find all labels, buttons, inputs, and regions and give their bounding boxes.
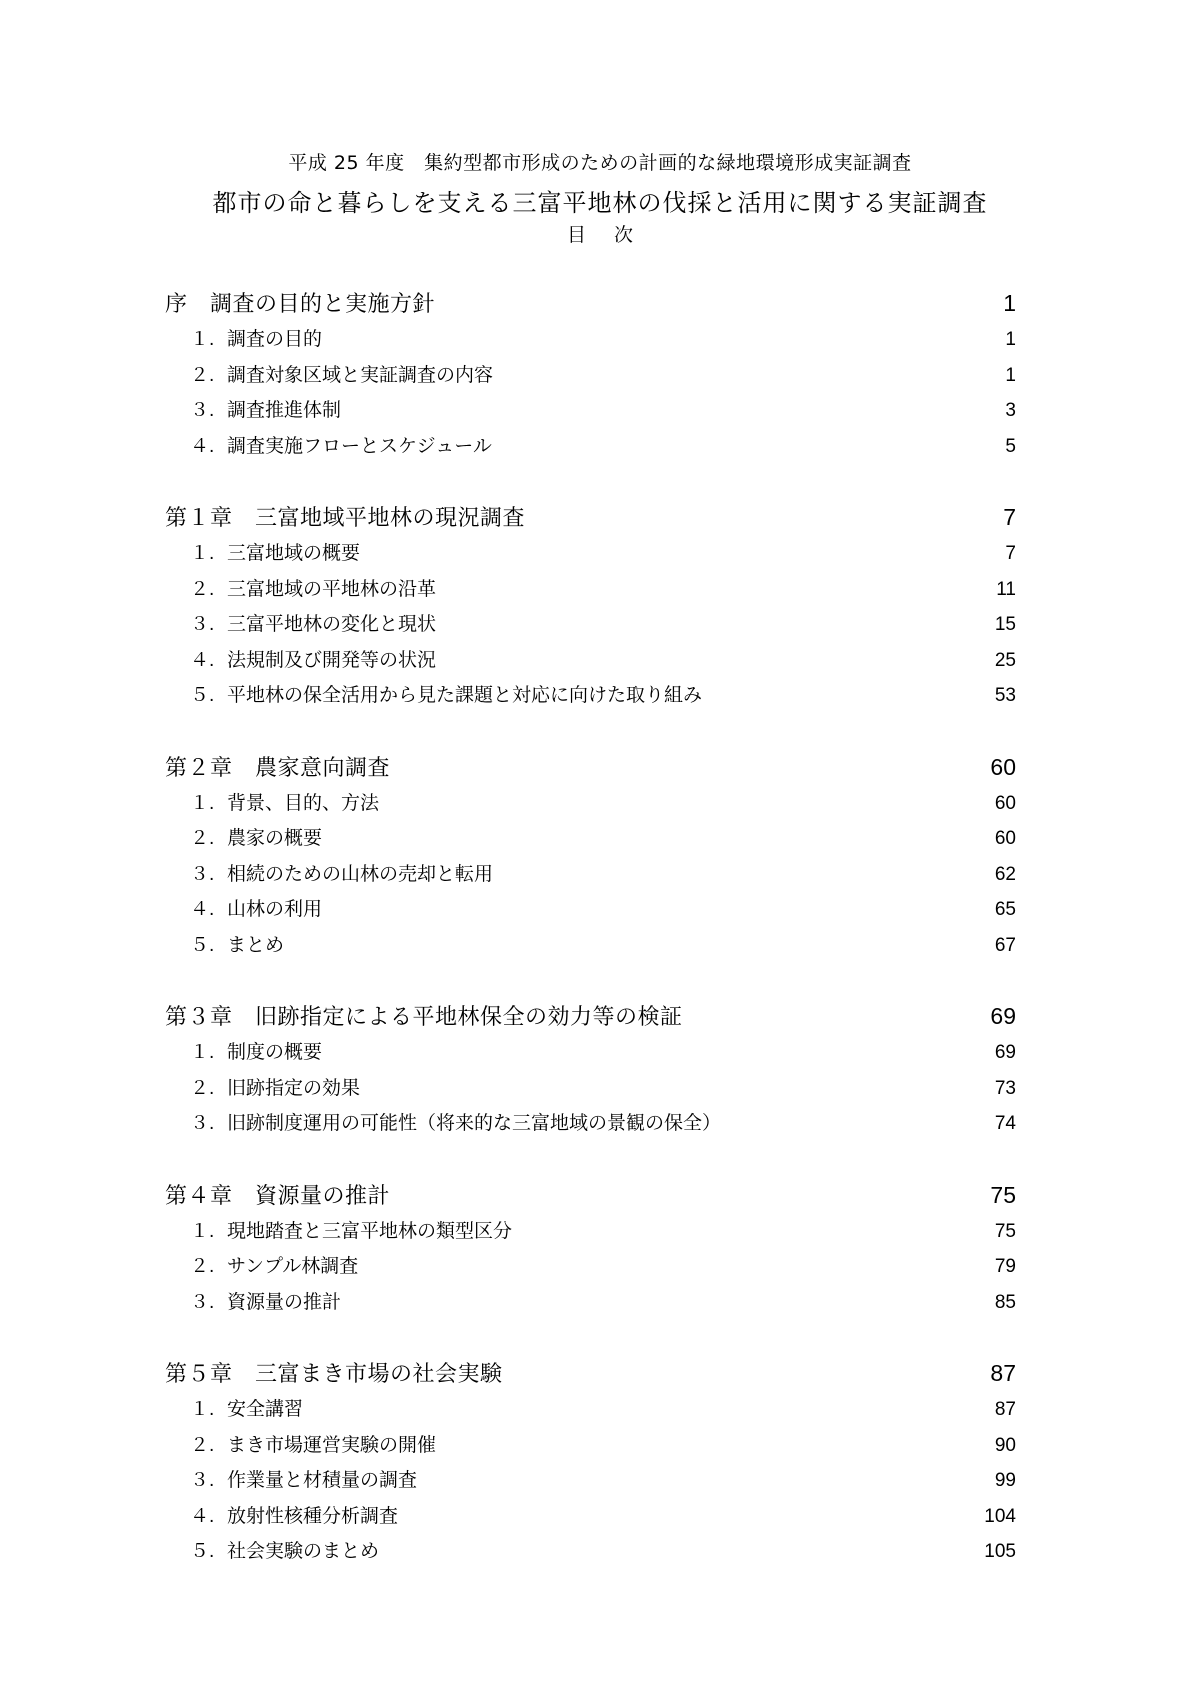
toc-section-heading bbox=[165, 501, 1016, 538]
toc-item-page-number: 65 bbox=[994, 899, 1016, 920]
toc-item bbox=[165, 1251, 1016, 1287]
toc-item-title: 社会実験のまとめ bbox=[227, 1540, 380, 1562]
toc-item-title: 三富地域の平地林の沿革 bbox=[227, 577, 437, 600]
toc-item-label bbox=[190, 1501, 398, 1528]
toc-item bbox=[165, 645, 1016, 681]
toc-item-title: 制度の概要 bbox=[227, 1041, 323, 1063]
toc-item-title: 旧跡制度運用の可能性（将来的な三富地域の景観の保全） bbox=[227, 1112, 722, 1134]
toc-item-number: ２. bbox=[190, 828, 215, 849]
toc-item-title: 農家の概要 bbox=[227, 827, 323, 849]
toc-item-label bbox=[190, 645, 436, 672]
toc-section-heading bbox=[165, 1179, 1016, 1216]
toc-item-label bbox=[190, 324, 322, 351]
toc-item-number: ２. bbox=[190, 364, 215, 386]
document-subtitle: 平成 25 年度 集約型都市形成のための計画的な緑地環境形成実証調査 bbox=[288, 152, 912, 174]
toc-item-number: ３. bbox=[190, 863, 215, 885]
toc-item-page-number: 105 bbox=[984, 1541, 1016, 1562]
toc-item bbox=[165, 395, 1016, 431]
toc-item bbox=[165, 1037, 1016, 1073]
section-title: 第３章 旧跡指定による平地林保全の効力等の検証 bbox=[165, 1005, 683, 1030]
toc-item bbox=[165, 609, 1016, 645]
toc-item bbox=[165, 1430, 1016, 1466]
table-of-contents bbox=[165, 287, 1016, 1572]
toc-item-label bbox=[190, 894, 322, 921]
toc-item-title: 現地踏査と三富平地林の類型区分 bbox=[227, 1219, 513, 1242]
section-page-number: 75 bbox=[990, 1181, 1016, 1208]
toc-item-label bbox=[190, 1536, 379, 1563]
toc-item-number: １. bbox=[190, 329, 215, 350]
toc-item bbox=[165, 1536, 1016, 1572]
document-title: 都市の命と暮らしを支える三富平地林の伐採と活用に関する実証調査 bbox=[212, 189, 988, 217]
toc-item bbox=[165, 859, 1016, 895]
toc-item-title: 旧跡指定の効果 bbox=[227, 1076, 361, 1099]
toc-item-title: 資源量の推計 bbox=[227, 1290, 342, 1313]
toc-item-number: １. bbox=[190, 543, 215, 564]
toc-item-title: 法規制及び開発等の状況 bbox=[227, 648, 437, 671]
toc-item bbox=[165, 1073, 1016, 1109]
toc-item-page-number: 75 bbox=[994, 1220, 1016, 1242]
toc-item-page-number: 60 bbox=[994, 792, 1016, 814]
toc-item-title: 調査実施フローとスケジュール bbox=[227, 434, 492, 457]
toc-item-number: １. bbox=[190, 792, 215, 814]
toc-item-label bbox=[190, 788, 379, 815]
toc-item-label bbox=[190, 1430, 436, 1457]
toc-item-page-number: 3 bbox=[1005, 400, 1016, 421]
toc-item-number: ３. bbox=[190, 1291, 215, 1313]
toc-item-page-number: 74 bbox=[994, 1113, 1016, 1134]
toc-section bbox=[165, 287, 1016, 466]
toc-item-page-number: 60 bbox=[994, 828, 1016, 849]
toc-item-number: １. bbox=[190, 1399, 215, 1420]
toc-item-title: 作業量と材積量の調査 bbox=[227, 1469, 418, 1491]
toc-item-number: ３. bbox=[190, 614, 215, 635]
toc-item-page-number: 7 bbox=[1005, 543, 1016, 564]
toc-item-title: まき市場運営実験の開催 bbox=[227, 1433, 437, 1456]
toc-item bbox=[165, 1465, 1016, 1501]
toc-item-page-number: 90 bbox=[994, 1434, 1016, 1456]
toc-item-label bbox=[190, 1108, 721, 1135]
toc-item bbox=[165, 574, 1016, 610]
toc-item-title: 放射性核種分析調査 bbox=[227, 1504, 399, 1527]
section-title: 第５章 三富まき市場の社会実験 bbox=[165, 1362, 503, 1387]
toc-item bbox=[165, 1394, 1016, 1430]
toc-section bbox=[165, 751, 1016, 966]
toc-item-number: ２. bbox=[190, 1256, 215, 1277]
toc-item-title: 背景、目的、方法 bbox=[227, 791, 380, 814]
toc-item-number: ２. bbox=[190, 578, 215, 600]
section-page-number: 7 bbox=[1003, 504, 1016, 530]
section-page-number: 1 bbox=[1003, 290, 1016, 316]
toc-item-label bbox=[190, 609, 436, 636]
toc-item bbox=[165, 360, 1016, 396]
toc-item-page-number: 25 bbox=[994, 649, 1016, 671]
toc-item-number: ３. bbox=[190, 1113, 215, 1134]
toc-item-page-number: 73 bbox=[994, 1077, 1016, 1099]
toc-item-title: 調査推進体制 bbox=[227, 399, 342, 421]
toc-item-page-number: 79 bbox=[994, 1256, 1016, 1277]
toc-item-label bbox=[190, 1394, 303, 1421]
toc-item-page-number: 62 bbox=[994, 863, 1016, 885]
toc-item-page-number: 11 bbox=[996, 578, 1016, 600]
toc-item bbox=[165, 680, 1016, 716]
toc-section bbox=[165, 1357, 1016, 1572]
toc-item-label bbox=[190, 574, 436, 601]
toc-item-number: ５. bbox=[190, 1541, 215, 1562]
toc-item-number: ３. bbox=[190, 1470, 215, 1491]
toc-item-label bbox=[190, 930, 284, 957]
toc-item-title: 安全講習 bbox=[227, 1398, 304, 1420]
toc-heading: 目次 bbox=[566, 224, 661, 246]
toc-item-page-number: 1 bbox=[1005, 364, 1016, 386]
toc-item bbox=[165, 431, 1016, 467]
toc-section-heading bbox=[165, 751, 1016, 788]
toc-item bbox=[165, 1501, 1016, 1537]
toc-item-number: ２. bbox=[190, 1077, 215, 1099]
toc-item-label bbox=[190, 1216, 512, 1243]
toc-item-page-number: 53 bbox=[994, 685, 1016, 706]
toc-item bbox=[165, 538, 1016, 574]
section-title: 序 調査の目的と実施方針 bbox=[165, 292, 436, 317]
toc-section-heading bbox=[165, 1000, 1016, 1037]
toc-section bbox=[165, 1000, 1016, 1144]
toc-item-title: 調査の目的 bbox=[227, 328, 323, 350]
toc-item-label bbox=[190, 360, 493, 387]
section-title: 第２章 農家意向調査 bbox=[165, 755, 391, 781]
section-title: 第４章 資源量の推計 bbox=[165, 1183, 391, 1209]
toc-item-label bbox=[190, 431, 492, 458]
toc-item-label bbox=[190, 1287, 341, 1314]
toc-item bbox=[165, 894, 1016, 930]
toc-item-title: 調査対象区域と実証調査の内容 bbox=[227, 363, 494, 386]
toc-item-page-number: 87 bbox=[994, 1399, 1016, 1420]
toc-item bbox=[165, 1108, 1016, 1144]
toc-item-page-number: 104 bbox=[984, 1505, 1016, 1527]
toc-item-label bbox=[190, 395, 341, 422]
toc-item-number: ２. bbox=[190, 1434, 215, 1456]
section-page-number: 60 bbox=[990, 753, 1016, 780]
toc-item-label bbox=[190, 1037, 322, 1064]
toc-item-number: ４. bbox=[190, 1505, 215, 1527]
toc-item-label bbox=[190, 538, 360, 565]
toc-item-number: ４. bbox=[190, 649, 215, 671]
toc-item bbox=[165, 788, 1016, 824]
toc-item-title: 山林の利用 bbox=[227, 898, 323, 920]
toc-item bbox=[165, 324, 1016, 360]
section-page-number: 87 bbox=[990, 1360, 1016, 1386]
toc-item-number: １. bbox=[190, 1042, 215, 1063]
toc-item-title: 相続のための山林の売却と転用 bbox=[227, 862, 494, 885]
toc-section bbox=[165, 501, 1016, 716]
toc-item-page-number: 67 bbox=[994, 934, 1016, 956]
toc-item-title: 三富地域の概要 bbox=[227, 542, 361, 564]
toc-item-label bbox=[190, 823, 322, 850]
toc-section-heading bbox=[165, 287, 1016, 324]
toc-section-heading bbox=[165, 1357, 1016, 1394]
toc-item-title: 三富平地林の変化と現状 bbox=[227, 613, 437, 635]
section-title: 第１章 三富地域平地林の現況調査 bbox=[165, 506, 526, 531]
toc-item-number: ３. bbox=[190, 400, 215, 421]
toc-item-label bbox=[190, 1465, 417, 1492]
toc-item-label bbox=[190, 1251, 358, 1278]
toc-item-title: サンプル林調査 bbox=[227, 1255, 359, 1277]
section-page-number: 69 bbox=[990, 1003, 1016, 1029]
toc-section bbox=[165, 1179, 1016, 1323]
toc-item-page-number: 5 bbox=[1005, 435, 1016, 457]
toc-item-page-number: 99 bbox=[994, 1470, 1016, 1491]
toc-item-label bbox=[190, 859, 493, 886]
toc-item-number: ５. bbox=[190, 685, 215, 706]
toc-item bbox=[165, 930, 1016, 966]
toc-item-title: 平地林の保全活用から見た課題と対応に向けた取り組み bbox=[227, 684, 703, 706]
toc-item bbox=[165, 823, 1016, 859]
toc-item-page-number: 15 bbox=[994, 614, 1016, 635]
toc-item bbox=[165, 1287, 1016, 1323]
toc-item-number: ５. bbox=[190, 934, 215, 956]
toc-item-title: まとめ bbox=[227, 933, 285, 956]
toc-item-number: １. bbox=[190, 1220, 215, 1242]
toc-item-number: ４. bbox=[190, 435, 215, 457]
toc-item-page-number: 69 bbox=[994, 1042, 1016, 1063]
toc-item-page-number: 85 bbox=[994, 1291, 1016, 1313]
toc-item-number: ４. bbox=[190, 899, 215, 920]
toc-item bbox=[165, 1216, 1016, 1252]
toc-item-label bbox=[190, 680, 702, 707]
toc-item-label bbox=[190, 1073, 360, 1100]
toc-item-page-number: 1 bbox=[1005, 329, 1016, 350]
